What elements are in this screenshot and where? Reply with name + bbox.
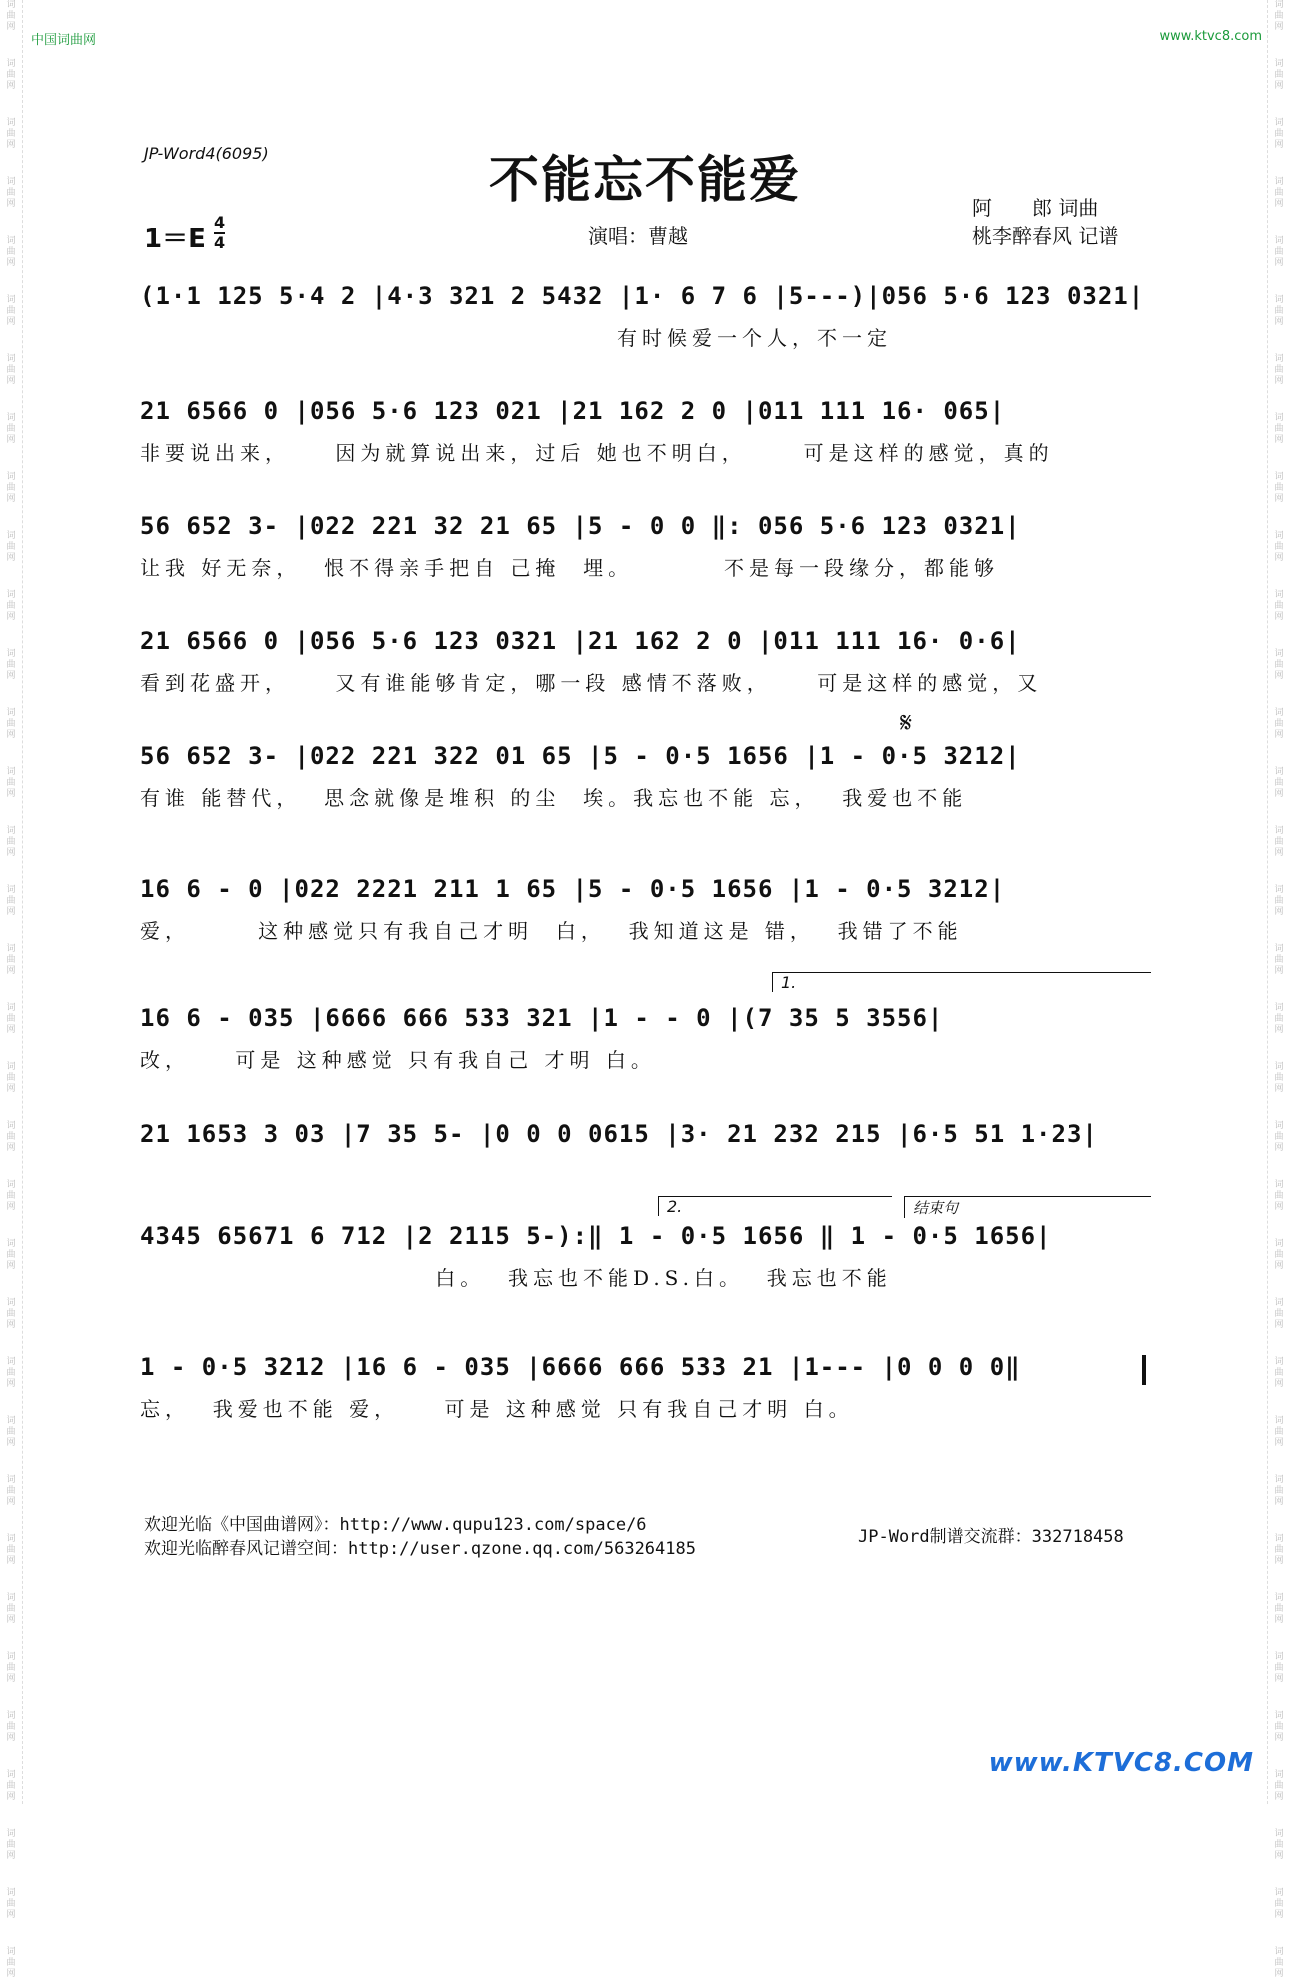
lyrics-line: 改， 可是 这种感觉 只有我自己 才明 白。 <box>140 1048 656 1072</box>
watermark-mark: 词 曲 网 <box>6 354 16 386</box>
watermark-mark: 词 曲 网 <box>1274 767 1284 799</box>
watermark-mark: 词 曲 网 <box>1274 472 1284 504</box>
watermark-mark: 词 曲 网 <box>1274 1534 1284 1566</box>
segno-sign: 𝄋 <box>900 706 913 739</box>
watermark-mark: 词 曲 网 <box>1274 1593 1284 1625</box>
watermark-mark: 词 曲 网 <box>6 1829 16 1861</box>
watermark-mark: 词 曲 网 <box>1274 1947 1284 1979</box>
watermark-mark: 词 曲 网 <box>6 590 16 622</box>
watermark-mark: 词 曲 网 <box>6 649 16 681</box>
lyrics-line: 有谁 能替代， 思念就像是堆积 的尘 埃。我忘也不能 忘， 我爱也不能 <box>140 786 968 810</box>
lyrics-line: 非要说出来， 因为就算说出来，过后 她也不明白， 可是这样的感觉，真的 <box>140 441 1054 465</box>
notation-line: (1·1 125 5·4 2 |4·3 321 2 5432 |1· 6 7 6 |5---)|056 5·6 123 0321| <box>140 282 1145 310</box>
singer-credit: 演唱：曹越 <box>588 224 688 248</box>
notation-line: 56 652 3- |022 221 322 01 65 |5 - 0·5 1656 |1 - 0·5 3212| <box>140 742 1021 770</box>
software-version: JP-Word4(6095) <box>144 144 269 163</box>
watermark-mark: 词 曲 网 <box>1274 1888 1284 1920</box>
time-signature-top: 4 <box>214 213 226 232</box>
watermark-mark: 词 曲 网 <box>6 236 16 268</box>
footer-link-2[interactable]: 欢迎光临醉春风记谱空间：http://user.qzone.qq.com/563264185 <box>144 1539 696 1559</box>
watermark-mark: 词 曲 网 <box>1274 531 1284 563</box>
lyrics-line: 有时候爱一个人，不一定 <box>140 326 893 350</box>
watermark-mark: 词 曲 网 <box>1274 0 1284 32</box>
volta-2-label: 2. <box>658 1196 892 1216</box>
watermark-mark: 词 曲 网 <box>1274 1003 1284 1035</box>
watermark-mark: 词 曲 网 <box>6 1593 16 1625</box>
watermark-mark: 词 曲 网 <box>6 1298 16 1330</box>
site-logo[interactable]: www.KTVC8.COM <box>988 1748 1254 1778</box>
watermark-mark: 词 曲 网 <box>6 708 16 740</box>
watermark-mark: 词 曲 网 <box>1274 1770 1284 1802</box>
lyrics-line: 忘， 我爱也不能 爱， 可是 这种感觉 只有我自己才明 白。 <box>140 1397 854 1421</box>
lyrics-line: 白。 我忘也不能D.S.白。 我忘也不能 <box>140 1266 892 1290</box>
watermark-mark: 词 曲 网 <box>6 1711 16 1743</box>
notation-line: 16 6 - 035 |6666 666 533 321 |1 - - 0 |(7 35 5 3556| <box>140 1004 944 1032</box>
notation-line: 1 - 0·5 3212 |16 6 - 035 |6666 666 533 21 |1--- |0 0 0 0‖ <box>140 1353 1021 1381</box>
watermark-mark: 词 曲 网 <box>1274 1298 1284 1330</box>
watermark-mark: 词 曲 网 <box>1274 649 1284 681</box>
watermark-mark: 词 曲 网 <box>6 118 16 150</box>
watermark-mark: 词 曲 网 <box>1274 413 1284 445</box>
watermark-mark: 词 曲 网 <box>1274 1652 1284 1684</box>
time-signature <box>214 214 225 252</box>
watermark-mark: 词 曲 网 <box>6 1534 16 1566</box>
watermark-mark: 词 曲 网 <box>6 1770 16 1802</box>
watermark-mark: 词 曲 网 <box>1274 944 1284 976</box>
notation-line: 21 6566 0 |056 5·6 123 0321 |21 162 2 0 |011 111 16· 0·6| <box>140 627 1021 655</box>
watermark-mark: 词 曲 网 <box>6 1652 16 1684</box>
watermark-mark: 词 曲 网 <box>6 826 16 858</box>
watermark-mark: 词 曲 网 <box>6 1239 16 1271</box>
notation-line: 56 652 3- |022 221 32 21 65 |5 - 0 0 ‖: 056 5·6 123 0321| <box>140 512 1021 540</box>
watermark-mark: 词 曲 网 <box>6 944 16 976</box>
watermark-mark: 词 曲 网 <box>6 885 16 917</box>
key-signature: 1＝E <box>144 224 206 254</box>
watermark-mark: 词 曲 网 <box>1274 708 1284 740</box>
notation-line: 21 1653 3 03 |7 35 5- |0 0 0 0615 |3· 21 232 215 |6·5 51 1·23| <box>140 1120 1098 1148</box>
watermark-mark: 词 曲 网 <box>6 413 16 445</box>
watermark-mark: 词 曲 网 <box>6 1357 16 1389</box>
watermark-mark: 词 曲 网 <box>1274 295 1284 327</box>
watermark-mark: 词 曲 网 <box>6 1062 16 1094</box>
notation-line: 21 6566 0 |056 5·6 123 021 |21 162 2 0 |011 111 16· 065| <box>140 397 1006 425</box>
watermark-mark: 词 曲 网 <box>1274 885 1284 917</box>
lyrics-line: 看到花盛开， 又有谁能够肯定，哪一段 感情不落败， 可是这样的感觉，又 <box>140 671 1043 695</box>
watermark-mark: 词 曲 网 <box>1274 236 1284 268</box>
watermark-mark: 词 曲 网 <box>1274 1357 1284 1389</box>
watermark-mark: 词 曲 网 <box>6 1475 16 1507</box>
watermark-mark: 词 曲 网 <box>6 767 16 799</box>
footer-link-1[interactable]: 欢迎光临《中国曲谱网》：http://www.qupu123.com/space/6 <box>144 1515 647 1535</box>
watermark-mark: 词 曲 网 <box>6 1416 16 1448</box>
watermark-mark: 词 曲 网 <box>6 0 16 32</box>
site-name-left[interactable]: 中国词曲网 <box>31 33 97 48</box>
watermark-mark: 词 曲 网 <box>6 1888 16 1920</box>
watermark-mark: 词 曲 网 <box>1274 1711 1284 1743</box>
watermark-mark: 词 曲 网 <box>1274 1062 1284 1094</box>
watermark-mark: 词 曲 网 <box>1274 1239 1284 1271</box>
watermark-mark: 词 曲 网 <box>1274 590 1284 622</box>
watermark-mark: 词 曲 网 <box>1274 1829 1284 1861</box>
watermark-mark: 词 曲 网 <box>1274 1416 1284 1448</box>
watermark-mark: 词 曲 网 <box>1274 1121 1284 1153</box>
watermark-mark: 词 曲 网 <box>1274 354 1284 386</box>
watermark-mark: 词 曲 网 <box>1274 1180 1284 1212</box>
watermark-mark: 词 曲 网 <box>6 1180 16 1212</box>
song-title: 不能忘不能爱 <box>489 150 801 209</box>
watermark-mark: 词 曲 网 <box>6 295 16 327</box>
watermark-mark: 词 曲 网 <box>1274 826 1284 858</box>
footer-group: JP-Word制谱交流群：332718458 <box>858 1527 1124 1547</box>
time-signature-bottom: 4 <box>214 233 226 252</box>
right-watermark-strip <box>1267 0 1290 1979</box>
notation-line: 16 6 - 0 |022 2221 211 1 65 |5 - 0·5 1656 |1 - 0·5 3212| <box>140 875 1006 903</box>
lyrics-line: 让我 好无奈， 恨不得亲手把自 己掩 埋。 不是每一段缘分，都能够 <box>140 556 1000 580</box>
lyrics-line: 爱， 这种感觉只有我自己才明 白， 我知道这是 错， 我错了不能 <box>140 919 963 943</box>
composer-credit: 阿 郎 词曲 <box>972 196 1099 220</box>
watermark-mark: 词 曲 网 <box>6 531 16 563</box>
watermark-mark: 词 曲 网 <box>1274 1475 1284 1507</box>
watermark-mark: 词 曲 网 <box>6 1121 16 1153</box>
watermark-mark: 词 曲 网 <box>6 1003 16 1035</box>
volta-1-label: 1. <box>772 972 1151 992</box>
notation-line: 4345 65671 6 712 |2 2115 5-):‖ 1 - 0·5 1656 ‖ 1 - 0·5 1656| <box>140 1222 1052 1250</box>
transcriber-credit: 桃李醉春风 记谱 <box>972 224 1119 248</box>
watermark-mark: 词 曲 网 <box>6 177 16 209</box>
site-url-right[interactable]: www.ktvc8.com <box>1159 29 1262 44</box>
watermark-mark: 词 曲 网 <box>1274 59 1284 91</box>
ending-label: 结束句 <box>904 1196 1151 1218</box>
watermark-mark: 词 曲 网 <box>1274 118 1284 150</box>
watermark-mark: 词 曲 网 <box>6 59 16 91</box>
final-barline <box>1142 1355 1146 1385</box>
left-watermark-strip <box>0 0 23 1979</box>
watermark-mark: 词 曲 网 <box>6 472 16 504</box>
watermark-mark: 词 曲 网 <box>1274 177 1284 209</box>
watermark-mark: 词 曲 网 <box>6 1947 16 1979</box>
